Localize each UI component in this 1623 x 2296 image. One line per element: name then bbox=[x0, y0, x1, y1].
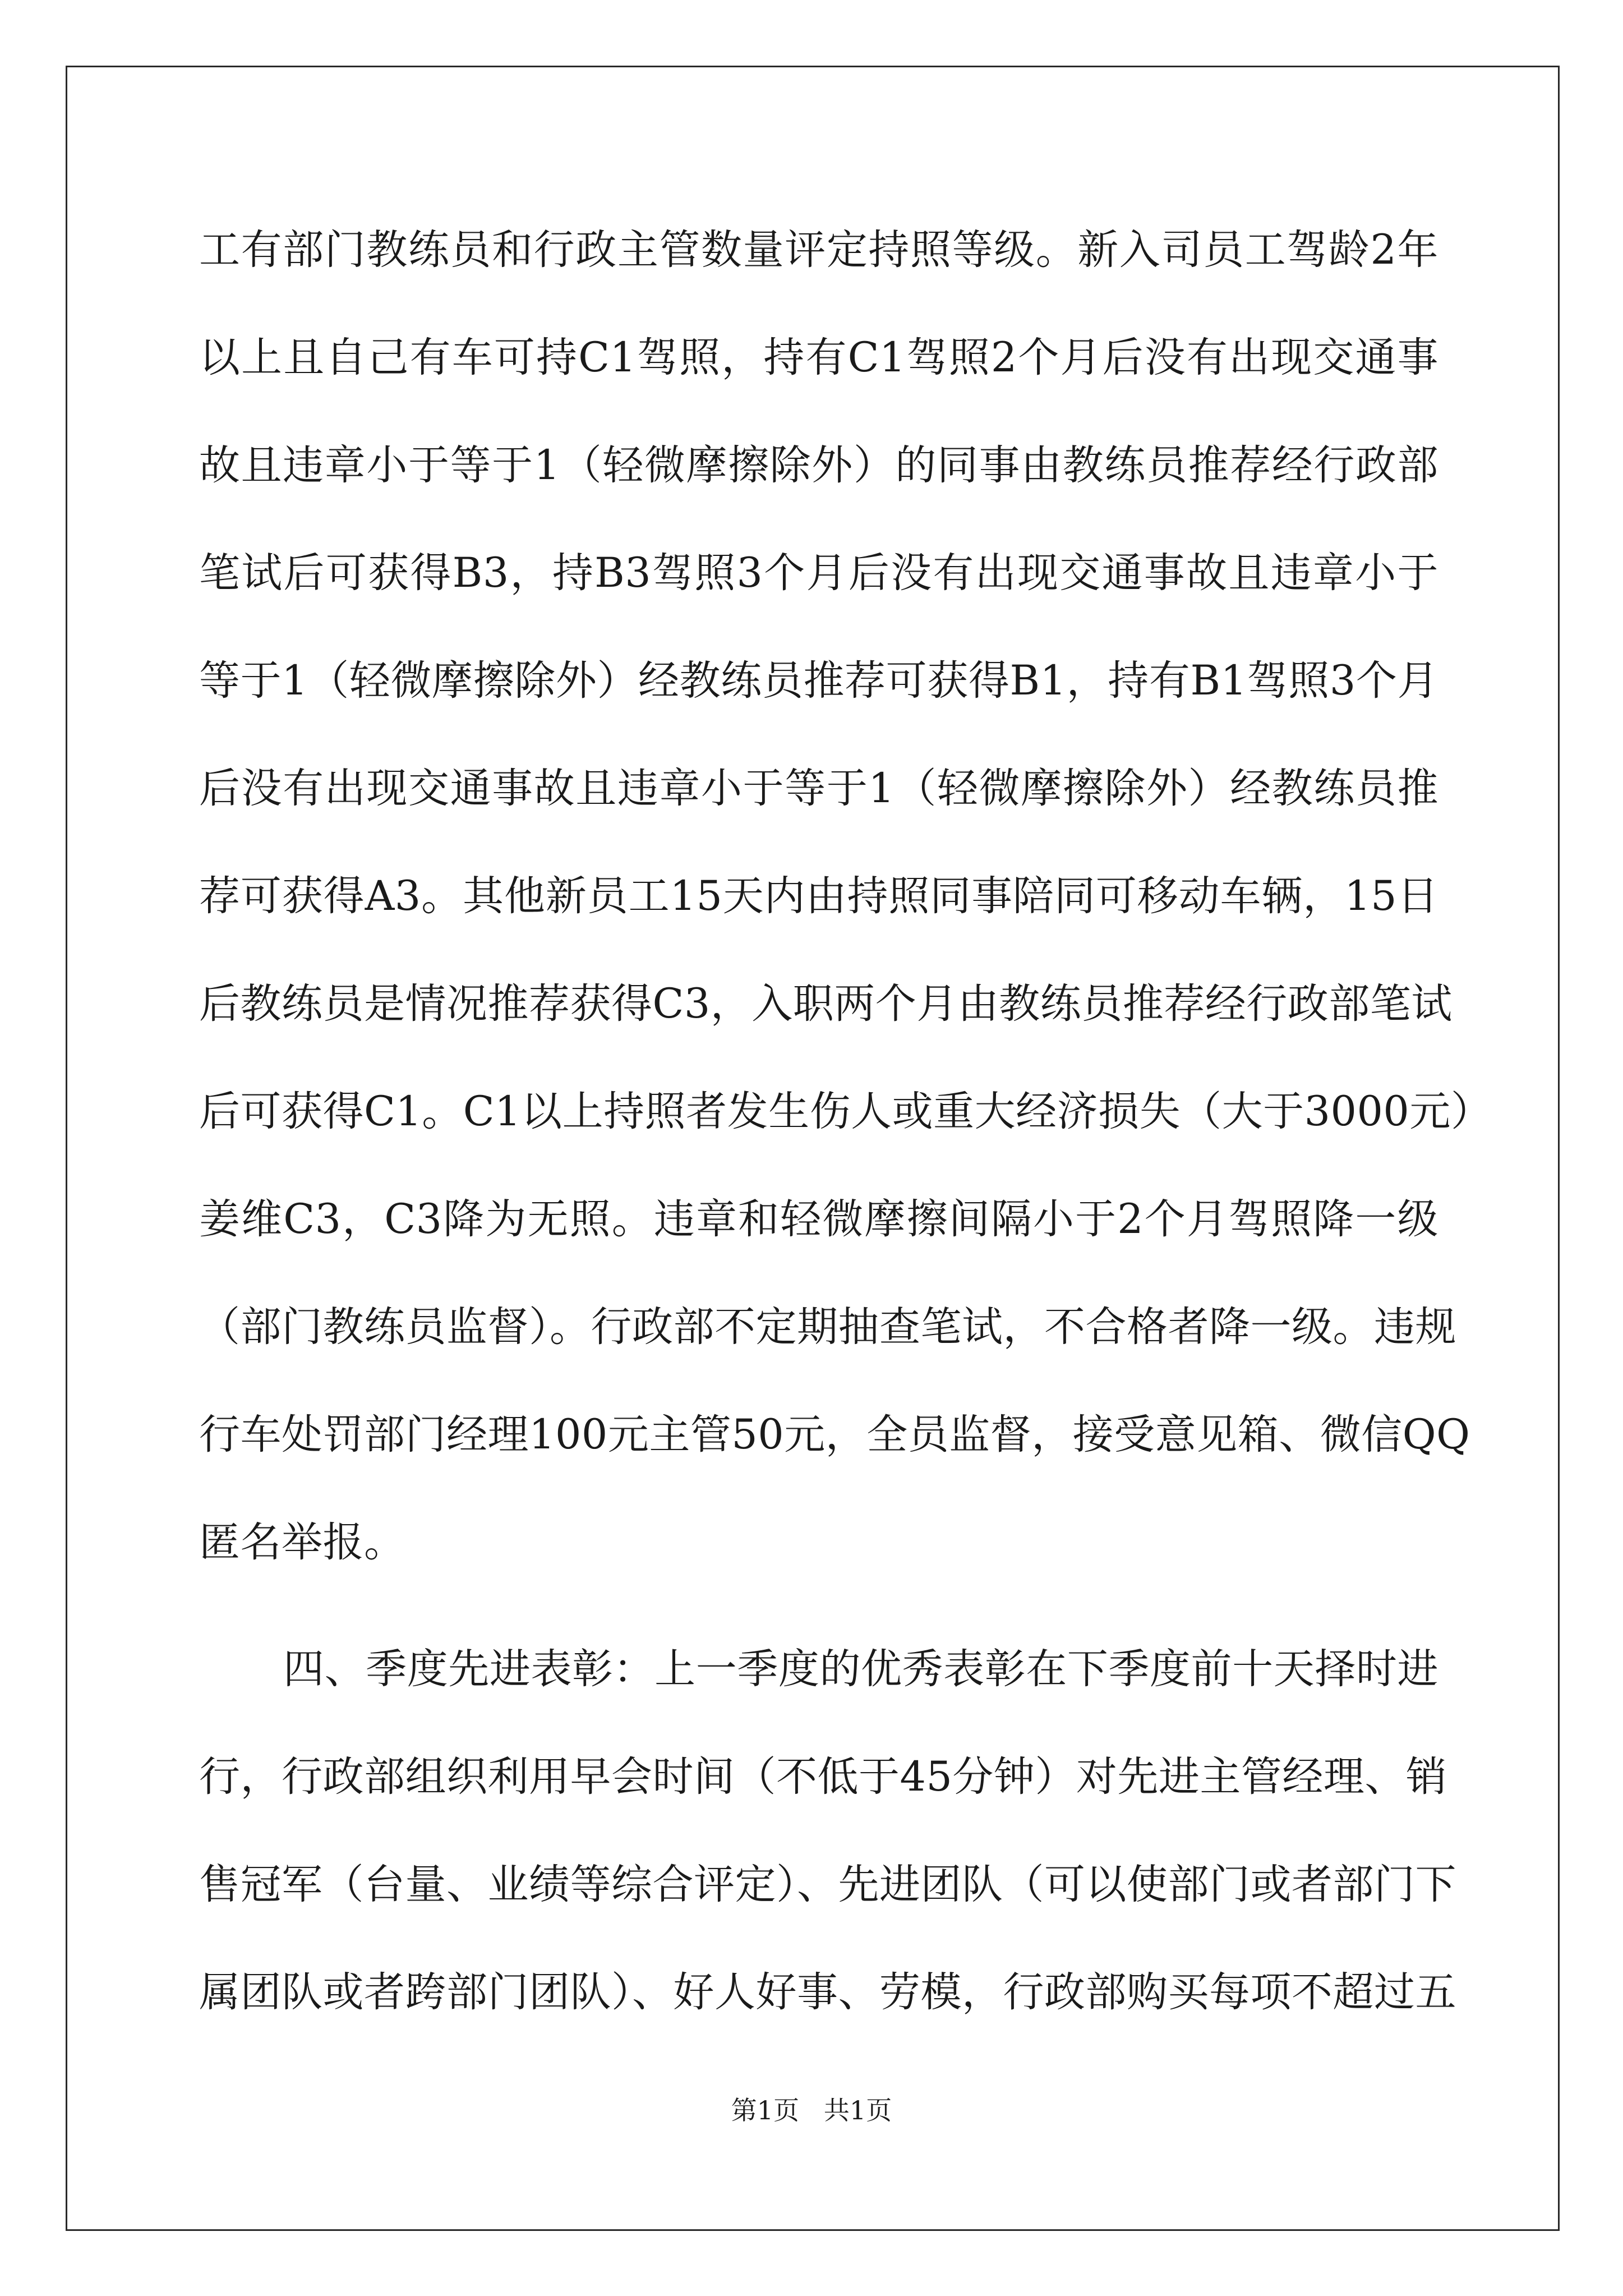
text-line: 售冠军（台量、业绩等综合评定）、先进团队（可以使部门或者部门下 bbox=[199, 1861, 1456, 1908]
text-line: 四、季度先进表彰：上一季度的优秀表彰在下季度前十天择时进 bbox=[283, 1645, 1438, 1693]
text-line: 姜维C3，C3降为无照。违章和轻微摩擦间隔小于2个月驾照降一级 bbox=[199, 1195, 1438, 1243]
text-line: 后可获得C1。C1以上持照者发生伤人或重大经济损失（大于3000元） bbox=[199, 1088, 1492, 1135]
text-line: 等于1（轻微摩擦除外）经教练员推荐可获得B1，持有B1驾照3个月 bbox=[199, 657, 1438, 705]
text-line: 后没有出现交通事故且违章小于等于1（轻微摩擦除外）经教练员推 bbox=[199, 765, 1438, 812]
text-line: 工有部门教练员和行政主管数量评定持照等级。新入司员工驾龄2年 bbox=[199, 226, 1438, 274]
paragraph-1 bbox=[199, 196, 1492, 1596]
text-line: 匿名举报。 bbox=[199, 1519, 405, 1566]
text-line: 笔试后可获得B3，持B3驾照3个月后没有出现交通事故且违章小于 bbox=[199, 549, 1438, 597]
text-line: 荐可获得A3。其他新员工15天内由持照同事陪同可移动车辆，15日 bbox=[199, 872, 1438, 920]
text-line: 行车处罚部门经理100元主管50元，全员监督，接受意见箱、微信QQ bbox=[199, 1411, 1470, 1458]
document-body bbox=[199, 196, 1492, 2046]
text-line: 后教练员是情况推荐获得C3，入职两个月由教练员推荐经行政部笔试 bbox=[199, 980, 1453, 1028]
paragraph-spacer bbox=[199, 1596, 1438, 1616]
text-line: （部门教练员监督）。行政部不定期抽查笔试，不合格者降一级。违规 bbox=[199, 1303, 1456, 1351]
page-footer: 第1页 共1页 bbox=[731, 2095, 892, 2125]
text-line: 以上且自己有车可持C1驾照，持有C1驾照2个月后没有出现交通事 bbox=[199, 334, 1438, 381]
text-line: 故且违章小于等于1（轻微摩擦除外）的同事由教练员推荐经行政部 bbox=[199, 441, 1438, 489]
text-line: 行，行政部组织利用早会时间（不低于45分钟）对先进主管经理、销 bbox=[199, 1753, 1447, 1801]
text-line: 属团队或者跨部门团队）、好人好事、劳模，行政部购买每项不超过五 bbox=[199, 1968, 1456, 2016]
paragraph-2 bbox=[199, 1616, 1456, 2046]
